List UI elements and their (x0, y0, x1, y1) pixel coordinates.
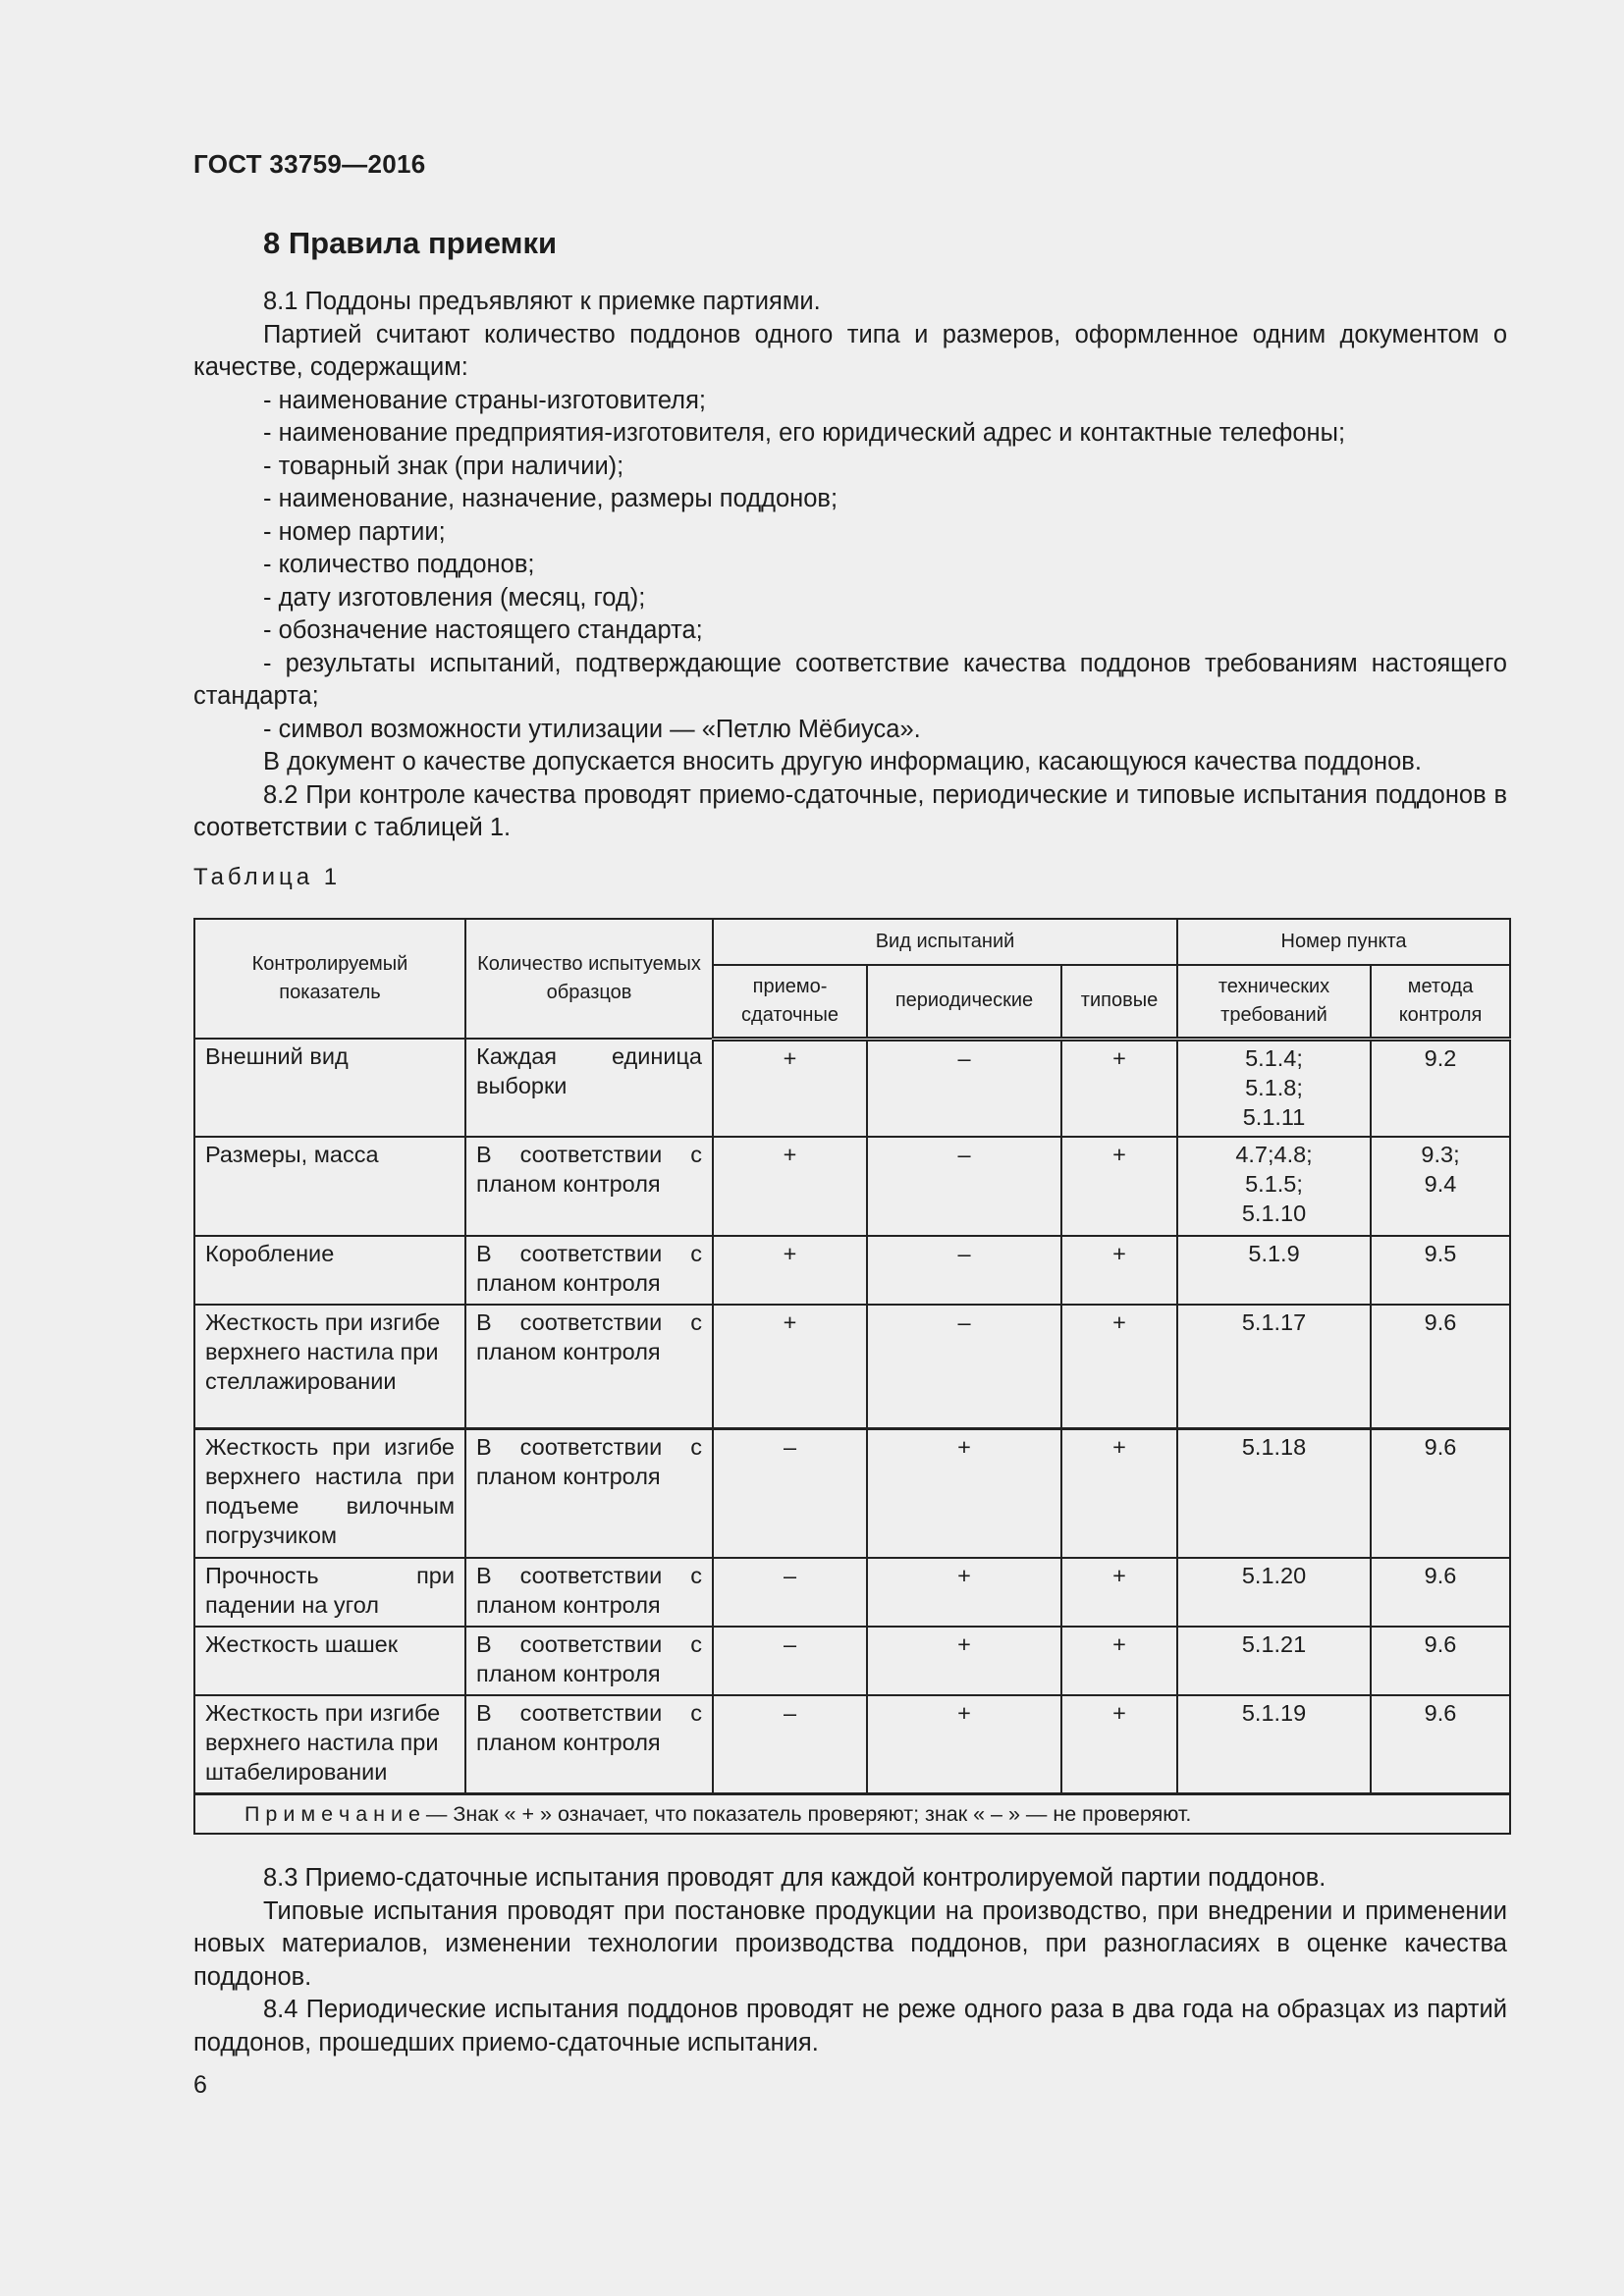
cell-samples: Каждая единица выборки (465, 1039, 713, 1137)
cell-samples: В соответствии с планом контроля (465, 1558, 713, 1627)
cell-periodic: – (867, 1236, 1061, 1305)
cell-acceptance: + (713, 1236, 867, 1305)
cell-periodic: + (867, 1627, 1061, 1695)
body-text-top (193, 286, 1507, 845)
header-clause-number: Номер пункта (1177, 919, 1510, 965)
cell-acceptance: + (713, 1137, 867, 1236)
cell-samples: В соответствии с планом контроля (465, 1236, 713, 1305)
standard-code: ГОСТ 33759—2016 (193, 149, 426, 179)
cell-type: + (1061, 1428, 1177, 1558)
cell-samples: В соответствии с планом контроля (465, 1137, 713, 1236)
list-item: - наименование, назначение, размеры поддонов; (263, 485, 839, 512)
header-test-types: Вид испытаний (713, 919, 1177, 965)
header-control-method: метода контроля (1371, 965, 1510, 1039)
cell-indicator: Прочность при падении на угол (194, 1558, 465, 1627)
list-item: - наименование предприятия-изготовителя, его юридический адрес и контактные телефоны; (263, 419, 1346, 447)
paragraph-8-3: 8.3 Приемо-сдаточные испытания проводят для каждой контролируемой партии поддонов. (263, 1864, 1326, 1892)
cell-type: + (1061, 1039, 1177, 1137)
cell-type: + (1061, 1236, 1177, 1305)
cell-acceptance: – (713, 1695, 867, 1793)
table-note: П р и м е ч а н и е — Знак « + » означает, что показатель проверяют; знак « – » — не проверяют. (194, 1793, 1510, 1834)
cell-method: 9.6 (1371, 1558, 1510, 1627)
cell-tech-req: 5.1.4; 5.1.8; 5.1.11 (1177, 1039, 1371, 1137)
cell-method: 9.6 (1371, 1627, 1510, 1695)
cell-periodic: – (867, 1039, 1061, 1137)
cell-acceptance: – (713, 1558, 867, 1627)
cell-acceptance: – (713, 1627, 867, 1695)
table-row (194, 1428, 1510, 1558)
cell-indicator: Жесткость при изгибе верхнего настила при стеллажировании (194, 1305, 465, 1428)
table-row (194, 1137, 1510, 1236)
cell-samples: В соответствии с планом контроля (465, 1627, 713, 1695)
cell-tech-req: 5.1.18 (1177, 1428, 1371, 1558)
paragraph-batch-definition: Партией считают количество поддонов одного типа и размеров, оформленное одним документом о качестве, содержащим: (193, 320, 1507, 381)
cell-samples: В соответствии с планом контроля (465, 1695, 713, 1793)
cell-samples: В соответствии с планом контроля (465, 1305, 713, 1428)
cell-type: + (1061, 1695, 1177, 1793)
table-caption: Таблица 1 (193, 864, 342, 890)
cell-tech-req: 5.1.9 (1177, 1236, 1371, 1305)
cell-type: + (1061, 1627, 1177, 1695)
cell-tech-req: 5.1.19 (1177, 1695, 1371, 1793)
cell-type: + (1061, 1137, 1177, 1236)
cell-acceptance: + (713, 1039, 867, 1137)
section-title: 8 Правила приемки (263, 226, 558, 260)
header-samples: Количество испытуемых образцов (465, 919, 713, 1039)
list-item: - наименование страны-изготовителя; (263, 386, 706, 414)
cell-method: 9.3; 9.4 (1371, 1137, 1510, 1236)
table-row (194, 1627, 1510, 1695)
list-item: - количество поддонов; (263, 551, 535, 578)
cell-method: 9.6 (1371, 1695, 1510, 1793)
cell-type: + (1061, 1305, 1177, 1428)
cell-periodic: + (867, 1428, 1061, 1558)
paragraph-quality-document: В документ о качестве допускается вносить другую информацию, касающуюся качества поддонов. (263, 748, 1422, 775)
cell-tech-req: 4.7;4.8; 5.1.5; 5.1.10 (1177, 1137, 1371, 1236)
cell-tech-req: 5.1.21 (1177, 1627, 1371, 1695)
cell-acceptance: + (713, 1305, 867, 1428)
cell-periodic: + (867, 1558, 1061, 1627)
cell-indicator: Коробление (194, 1236, 465, 1305)
header-periodic: периодические (867, 965, 1061, 1039)
table-row (194, 1305, 1510, 1428)
cell-periodic: + (867, 1695, 1061, 1793)
list-item: - результаты испытаний, подтверждающие соответствие качества поддонов требованиям настоящего стандарта; (193, 649, 1507, 710)
header-tech-req: технических требований (1177, 965, 1371, 1039)
acceptance-tests-table (193, 918, 1511, 1835)
table-row (194, 1695, 1510, 1793)
header-acceptance: приемо-сдаточные (713, 965, 867, 1039)
cell-method: 9.2 (1371, 1039, 1510, 1137)
cell-type: + (1061, 1558, 1177, 1627)
paragraph-8-1: 8.1 Поддоны предъявляют к приемке партиями. (263, 288, 821, 315)
cell-indicator: Размеры, масса (194, 1137, 465, 1236)
list-item: - дату изготовления (месяц, год); (263, 583, 646, 612)
list-item: - товарный знак (при наличии); (263, 452, 624, 480)
cell-tech-req: 5.1.17 (1177, 1305, 1371, 1428)
page-number: 6 (193, 2071, 207, 2099)
paragraph-8-2: 8.2 При контроле качества проводят приемо-сдаточные, периодические и типовые испытания поддонов в соответствии с таблицей 1. (193, 780, 1507, 841)
paragraph-8-4: 8.4 Периодические испытания поддонов проводят не реже одного раза в два года на образцах из партий поддонов, прошедших приемо-сдаточные испытания. (193, 1996, 1507, 2056)
cell-acceptance: – (713, 1428, 867, 1558)
list-item: - обозначение настоящего стандарта; (263, 616, 703, 644)
list-item: - номер партии; (263, 517, 446, 546)
cell-method: 9.6 (1371, 1428, 1510, 1558)
body-text-bottom (193, 1862, 1507, 2059)
paragraph-type-tests: Типовые испытания проводят при постановке продукции на производство, при внедрении и применении новых материалов, изменении технологии производства поддонов, при разногласиях в оценке качества поддонов. (193, 1896, 1507, 1991)
header-type: типовые (1061, 965, 1177, 1039)
cell-periodic: – (867, 1137, 1061, 1236)
cell-indicator: Внешний вид (194, 1039, 465, 1137)
cell-indicator: Жесткость шашек (194, 1627, 465, 1695)
header-indicator: Контролируемый показатель (194, 919, 465, 1039)
cell-periodic: – (867, 1305, 1061, 1428)
cell-indicator: Жесткость при изгибе верхнего настила при подъеме вилочным погрузчиком (194, 1428, 465, 1558)
table-row (194, 1039, 1510, 1137)
cell-samples: В соответствии с планом контроля (465, 1428, 713, 1558)
cell-indicator: Жесткость при изгибе верхнего настила при штабелировании (194, 1695, 465, 1793)
list-item: - символ возможности утилизации — «Петлю Мёбиуса». (263, 715, 921, 743)
table-row (194, 1558, 1510, 1627)
cell-tech-req: 5.1.20 (1177, 1558, 1371, 1627)
cell-method: 9.5 (1371, 1236, 1510, 1305)
table-row (194, 1236, 1510, 1305)
cell-method: 9.6 (1371, 1305, 1510, 1428)
